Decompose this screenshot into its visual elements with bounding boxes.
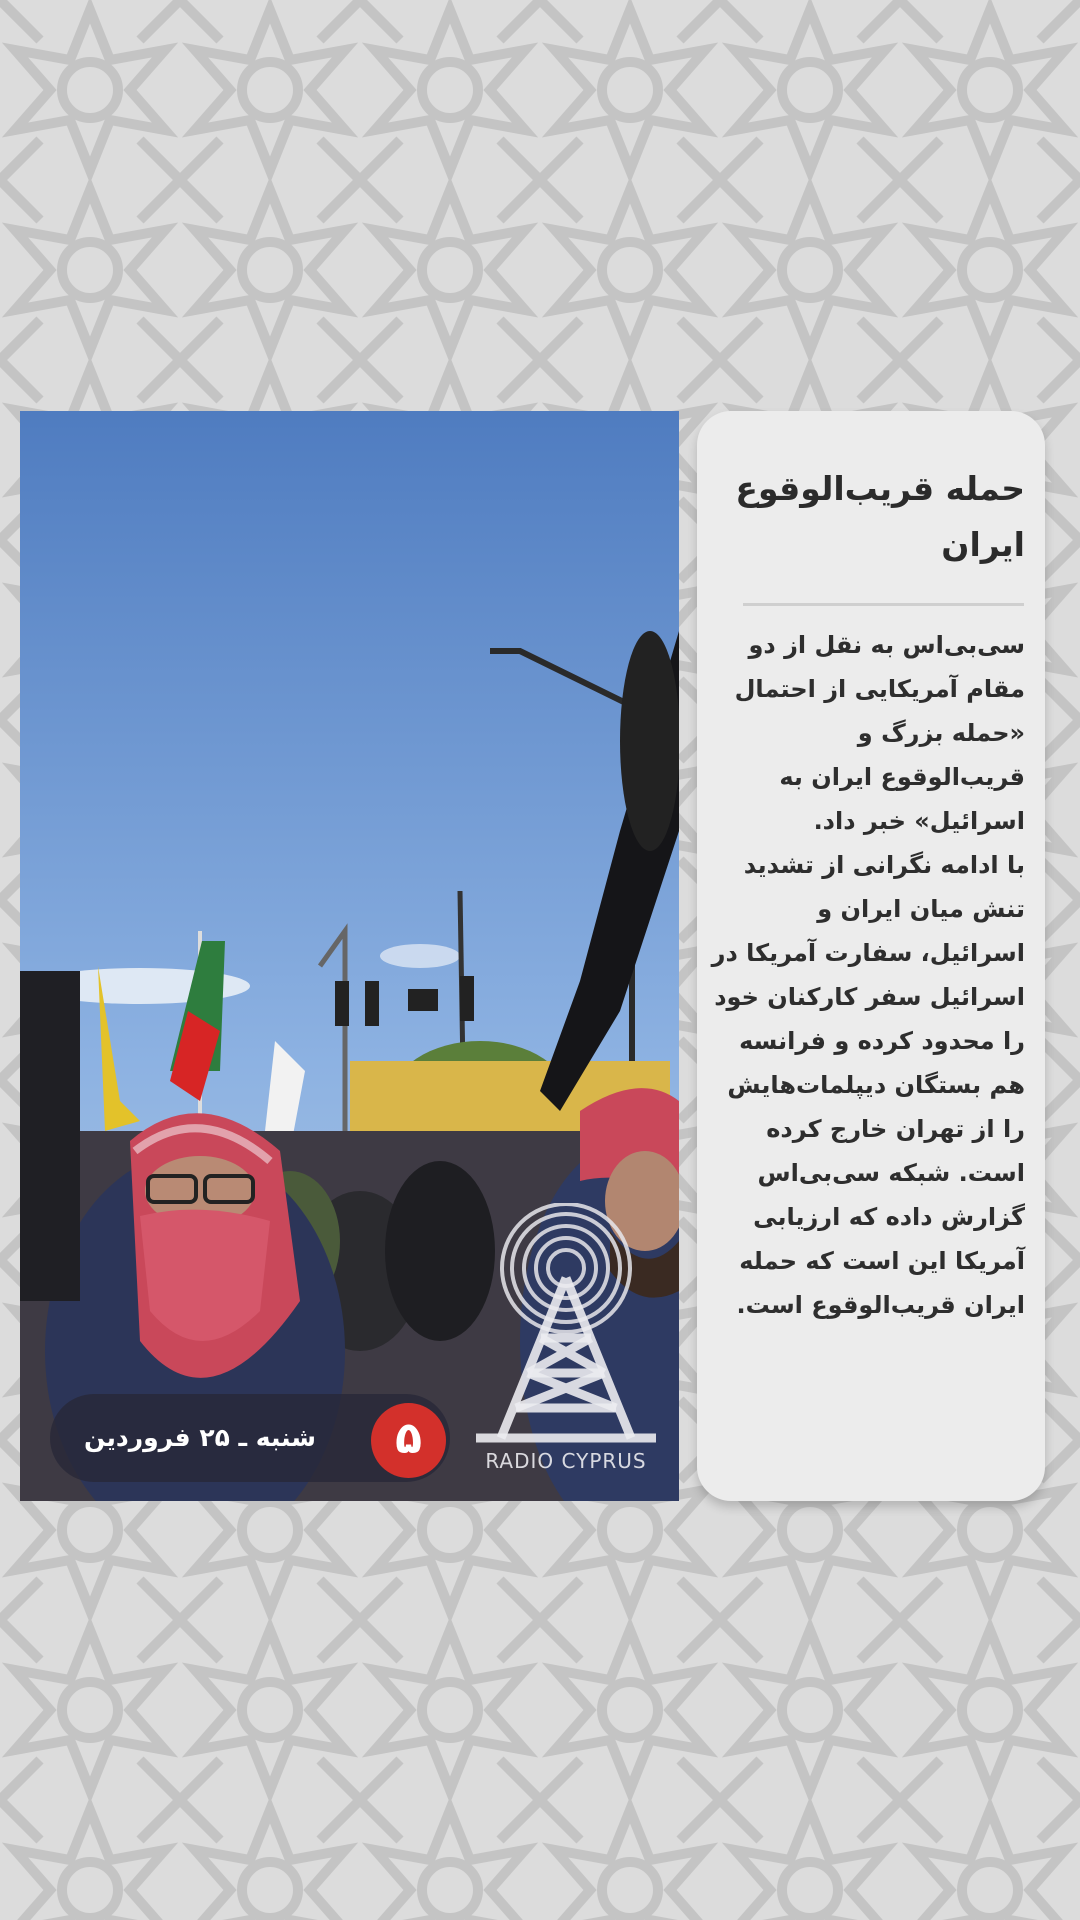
page-number-badge: ۵ [371,1403,446,1478]
news-title: حمله قریب‌الوقوع ایران [735,469,1025,564]
news-paragraph-1: سی‌بی‌اس به نقل از دو مقام آمریکایی از احتمال «حمله بزرگ و قریب‌الوقوع ایران به اسرائیل» خبر داد. [734,631,1025,835]
radio-tower-logo-icon [466,1203,666,1483]
date-label: شنبه ـ ۲۵ فروردین [84,1423,316,1452]
title-divider [743,603,1024,606]
radio-cyprus-logo-text: RADIO CYPRUS [485,1449,647,1473]
news-card [697,411,1045,1501]
news-body [711,623,1025,1327]
news-paragraph-2: با ادامه نگرانی از تشدید تنش میان ایران و اسرائیل، سفارت آمریکا در اسرائیل سفر کارکنان خود را محدود کرده و فرانسه هم بستگان دیپلمات‌هایش را از تهران خارج کرده است. شبکه سی‌بی‌اس گزارش داده که ارزیابی آمریکا این است که حمله ایران قریب‌الوقوع است. [711,851,1025,1319]
